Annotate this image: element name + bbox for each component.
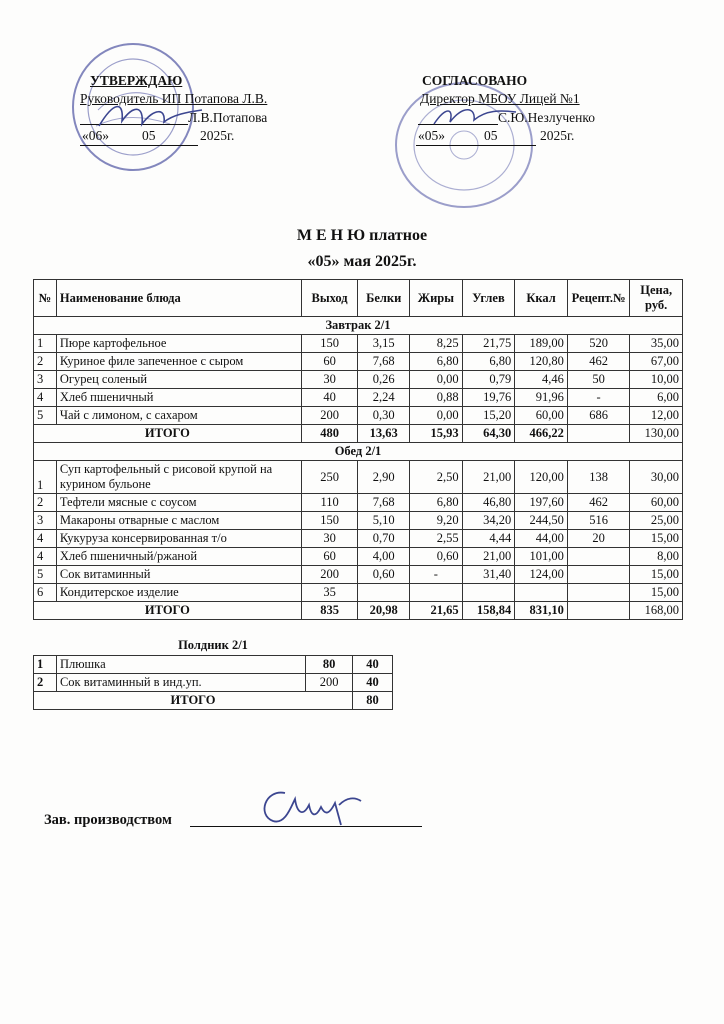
table-row xyxy=(34,584,683,602)
col-kcal: Ккал xyxy=(515,280,568,317)
cell: 80 xyxy=(306,656,353,674)
total-row xyxy=(34,425,683,443)
cell xyxy=(410,584,463,602)
cell: 0,30 xyxy=(358,407,410,425)
total-label: ИТОГО xyxy=(34,692,353,710)
cell: 15,20 xyxy=(462,407,515,425)
cell: 831,10 xyxy=(515,602,568,620)
cell: 15,00 xyxy=(630,530,683,548)
cell: 30,00 xyxy=(630,461,683,494)
cell: 5 xyxy=(34,407,57,425)
menu-date: «05» мая 2025г. xyxy=(307,253,417,270)
table-row xyxy=(34,371,683,389)
cell: Кукуруза консервированная т/о xyxy=(56,530,301,548)
cell xyxy=(462,584,515,602)
approve-position: Руководитель ИП Потапова Л.В. xyxy=(80,91,268,106)
table-row xyxy=(34,389,683,407)
cell: 91,96 xyxy=(515,389,568,407)
cell: 6,80 xyxy=(410,353,463,371)
cell: Кондитерское изделие xyxy=(56,584,301,602)
approve-heading: УТВЕРЖДАЮ xyxy=(90,73,183,88)
cell: 2,90 xyxy=(358,461,410,494)
cell: Хлеб пшеничный/ржаной xyxy=(56,548,301,566)
cell: 4 xyxy=(34,389,57,407)
cell: 244,50 xyxy=(515,512,568,530)
cell: Чай с лимоном, с сахаром xyxy=(56,407,301,425)
cell: 0,26 xyxy=(358,371,410,389)
cell: 835 xyxy=(301,602,358,620)
cell: 15,93 xyxy=(410,425,463,443)
cell: 35,00 xyxy=(630,335,683,353)
table-header-row xyxy=(34,280,683,317)
agreed-heading: СОГЛАСОВАНО xyxy=(422,73,528,88)
cell: 12,00 xyxy=(630,407,683,425)
cell: 130,00 xyxy=(630,425,683,443)
cell: 46,80 xyxy=(462,494,515,512)
cell: 4 xyxy=(34,530,57,548)
cell: 6,00 xyxy=(630,389,683,407)
cell: 7,68 xyxy=(358,353,410,371)
cell: 158,84 xyxy=(462,602,515,620)
cell: 21,00 xyxy=(462,548,515,566)
cell: 9,20 xyxy=(410,512,463,530)
cell: 2 xyxy=(34,674,57,692)
cell: 0,60 xyxy=(410,548,463,566)
cell: 2 xyxy=(34,494,57,512)
cell: 80 xyxy=(353,692,393,710)
cell xyxy=(567,425,629,443)
cell: 110 xyxy=(301,494,358,512)
approve-date-day: «06» xyxy=(82,128,109,143)
cell: 120,80 xyxy=(515,353,568,371)
cell: 3 xyxy=(34,371,57,389)
cell: 21,75 xyxy=(462,335,515,353)
cell: Суп картофельный с рисовой крупой на курином бульоне xyxy=(56,461,301,494)
cell: 30 xyxy=(301,530,358,548)
table-row xyxy=(34,494,683,512)
cell: 462 xyxy=(567,494,629,512)
col-fat: Жиры xyxy=(410,280,463,317)
cell: 1 xyxy=(34,461,57,494)
cell: 2,50 xyxy=(410,461,463,494)
cell: Пюре картофельное xyxy=(56,335,301,353)
cell: 21,00 xyxy=(462,461,515,494)
cell: 138 xyxy=(567,461,629,494)
cell: 5,10 xyxy=(358,512,410,530)
cell: 34,20 xyxy=(462,512,515,530)
table-row xyxy=(34,530,683,548)
cell: 200 xyxy=(301,407,358,425)
approve-name: Л.В.Потапова xyxy=(188,110,268,125)
cell: 6,80 xyxy=(410,494,463,512)
cell: 150 xyxy=(301,512,358,530)
cell: Куриное филе запеченное с сыром xyxy=(56,353,301,371)
cell: 1 xyxy=(34,656,57,674)
cell: 150 xyxy=(301,335,358,353)
col-num: № xyxy=(34,280,57,317)
cell: 250 xyxy=(301,461,358,494)
agreed-date-year: 2025г. xyxy=(540,128,575,143)
cell: 0,00 xyxy=(410,407,463,425)
cell: 0,70 xyxy=(358,530,410,548)
cell: 7,68 xyxy=(358,494,410,512)
cell: 480 xyxy=(301,425,358,443)
table-row xyxy=(34,512,683,530)
menu-title: М Е Н Ю платное xyxy=(296,227,428,244)
table-row xyxy=(34,407,683,425)
cell: 0,60 xyxy=(358,566,410,584)
cell: 2,55 xyxy=(410,530,463,548)
cell: 4,44 xyxy=(462,530,515,548)
footer-signature xyxy=(255,785,365,830)
cell: 35 xyxy=(301,584,358,602)
cell: 40 xyxy=(353,674,393,692)
approve-signature-line xyxy=(80,124,188,125)
cell: 40 xyxy=(353,656,393,674)
cell: 200 xyxy=(306,674,353,692)
cell: 10,00 xyxy=(630,371,683,389)
cell: 124,00 xyxy=(515,566,568,584)
cell: Хлеб пшеничный xyxy=(56,389,301,407)
cell xyxy=(515,584,568,602)
cell: 21,65 xyxy=(410,602,463,620)
cell: - xyxy=(410,566,463,584)
snack-table xyxy=(33,655,393,710)
cell: Плюшка xyxy=(56,656,305,674)
cell: Огурец соленый xyxy=(56,371,301,389)
section-breakfast-title: Завтрак 2/1 xyxy=(34,317,683,335)
cell xyxy=(567,566,629,584)
table-row xyxy=(34,335,683,353)
agreed-position: Директор МБОУ Лицей №1 xyxy=(420,91,580,106)
cell xyxy=(358,584,410,602)
agreed-name: С.Ю.Незлученко xyxy=(498,110,595,125)
cell: 200 xyxy=(301,566,358,584)
agreed-date-day: «05» xyxy=(418,128,445,143)
cell: 60 xyxy=(301,548,358,566)
total-label: ИТОГО xyxy=(34,602,302,620)
cell: 64,30 xyxy=(462,425,515,443)
agreed-signature-line xyxy=(418,124,498,125)
cell: 2,24 xyxy=(358,389,410,407)
cell: 4,00 xyxy=(358,548,410,566)
cell: Тефтели мясные с соусом xyxy=(56,494,301,512)
cell: 31,40 xyxy=(462,566,515,584)
cell: 4 xyxy=(34,548,57,566)
approve-date-year: 2025г. xyxy=(200,128,235,143)
cell xyxy=(567,584,629,602)
cell xyxy=(567,548,629,566)
total-row xyxy=(34,602,683,620)
menu-table xyxy=(33,279,683,620)
cell: 25,00 xyxy=(630,512,683,530)
cell: Сок витаминный xyxy=(56,566,301,584)
cell: 60,00 xyxy=(630,494,683,512)
cell: 13,63 xyxy=(358,425,410,443)
table-row xyxy=(34,656,393,674)
cell: 8,00 xyxy=(630,548,683,566)
cell: 0,79 xyxy=(462,371,515,389)
cell: 40 xyxy=(301,389,358,407)
cell: Сок витаминный в инд.уп. xyxy=(56,674,305,692)
cell: 6 xyxy=(34,584,57,602)
col-dish: Наименование блюда xyxy=(56,280,301,317)
approve-date-month: 05 xyxy=(142,128,156,143)
agreed-date-line xyxy=(416,145,536,146)
cell: 197,60 xyxy=(515,494,568,512)
cell: 4,46 xyxy=(515,371,568,389)
total-row xyxy=(34,692,393,710)
cell: 60,00 xyxy=(515,407,568,425)
table-row xyxy=(34,548,683,566)
cell: 60 xyxy=(301,353,358,371)
cell: 30 xyxy=(301,371,358,389)
cell: 3 xyxy=(34,512,57,530)
approve-date-line xyxy=(80,145,198,146)
cell: 19,76 xyxy=(462,389,515,407)
table-row xyxy=(34,566,683,584)
footer-signature-line xyxy=(190,826,422,827)
cell: 67,00 xyxy=(630,353,683,371)
table-row xyxy=(34,461,683,494)
cell: 5 xyxy=(34,566,57,584)
cell: 50 xyxy=(567,371,629,389)
cell: 20 xyxy=(567,530,629,548)
cell: 15,00 xyxy=(630,584,683,602)
cell: Макароны отварные с маслом xyxy=(56,512,301,530)
cell: 8,25 xyxy=(410,335,463,353)
table-row xyxy=(34,353,683,371)
cell: 3,15 xyxy=(358,335,410,353)
cell: 15,00 xyxy=(630,566,683,584)
cell: 101,00 xyxy=(515,548,568,566)
cell: 520 xyxy=(567,335,629,353)
col-recipe: Рецепт.№ xyxy=(567,280,629,317)
cell: 516 xyxy=(567,512,629,530)
cell: - xyxy=(567,389,629,407)
cell: 0,88 xyxy=(410,389,463,407)
agreed-date-month: 05 xyxy=(484,128,498,143)
col-carbs: Углев xyxy=(462,280,515,317)
cell xyxy=(567,602,629,620)
col-price: Цена, руб. xyxy=(630,280,683,317)
col-yield: Выход xyxy=(301,280,358,317)
section-snack-title: Полдник 2/1 xyxy=(178,638,248,652)
cell: 686 xyxy=(567,407,629,425)
cell: 6,80 xyxy=(462,353,515,371)
cell: 20,98 xyxy=(358,602,410,620)
footer-label: Зав. производством xyxy=(44,812,172,828)
section-lunch-title: Обед 2/1 xyxy=(34,443,683,461)
table-row xyxy=(34,674,393,692)
cell: 462 xyxy=(567,353,629,371)
cell: 1 xyxy=(34,335,57,353)
cell: 0,00 xyxy=(410,371,463,389)
cell: 2 xyxy=(34,353,57,371)
cell: 168,00 xyxy=(630,602,683,620)
cell: 466,22 xyxy=(515,425,568,443)
cell: 120,00 xyxy=(515,461,568,494)
total-label: ИТОГО xyxy=(34,425,302,443)
col-protein: Белки xyxy=(358,280,410,317)
cell: 189,00 xyxy=(515,335,568,353)
cell: 44,00 xyxy=(515,530,568,548)
